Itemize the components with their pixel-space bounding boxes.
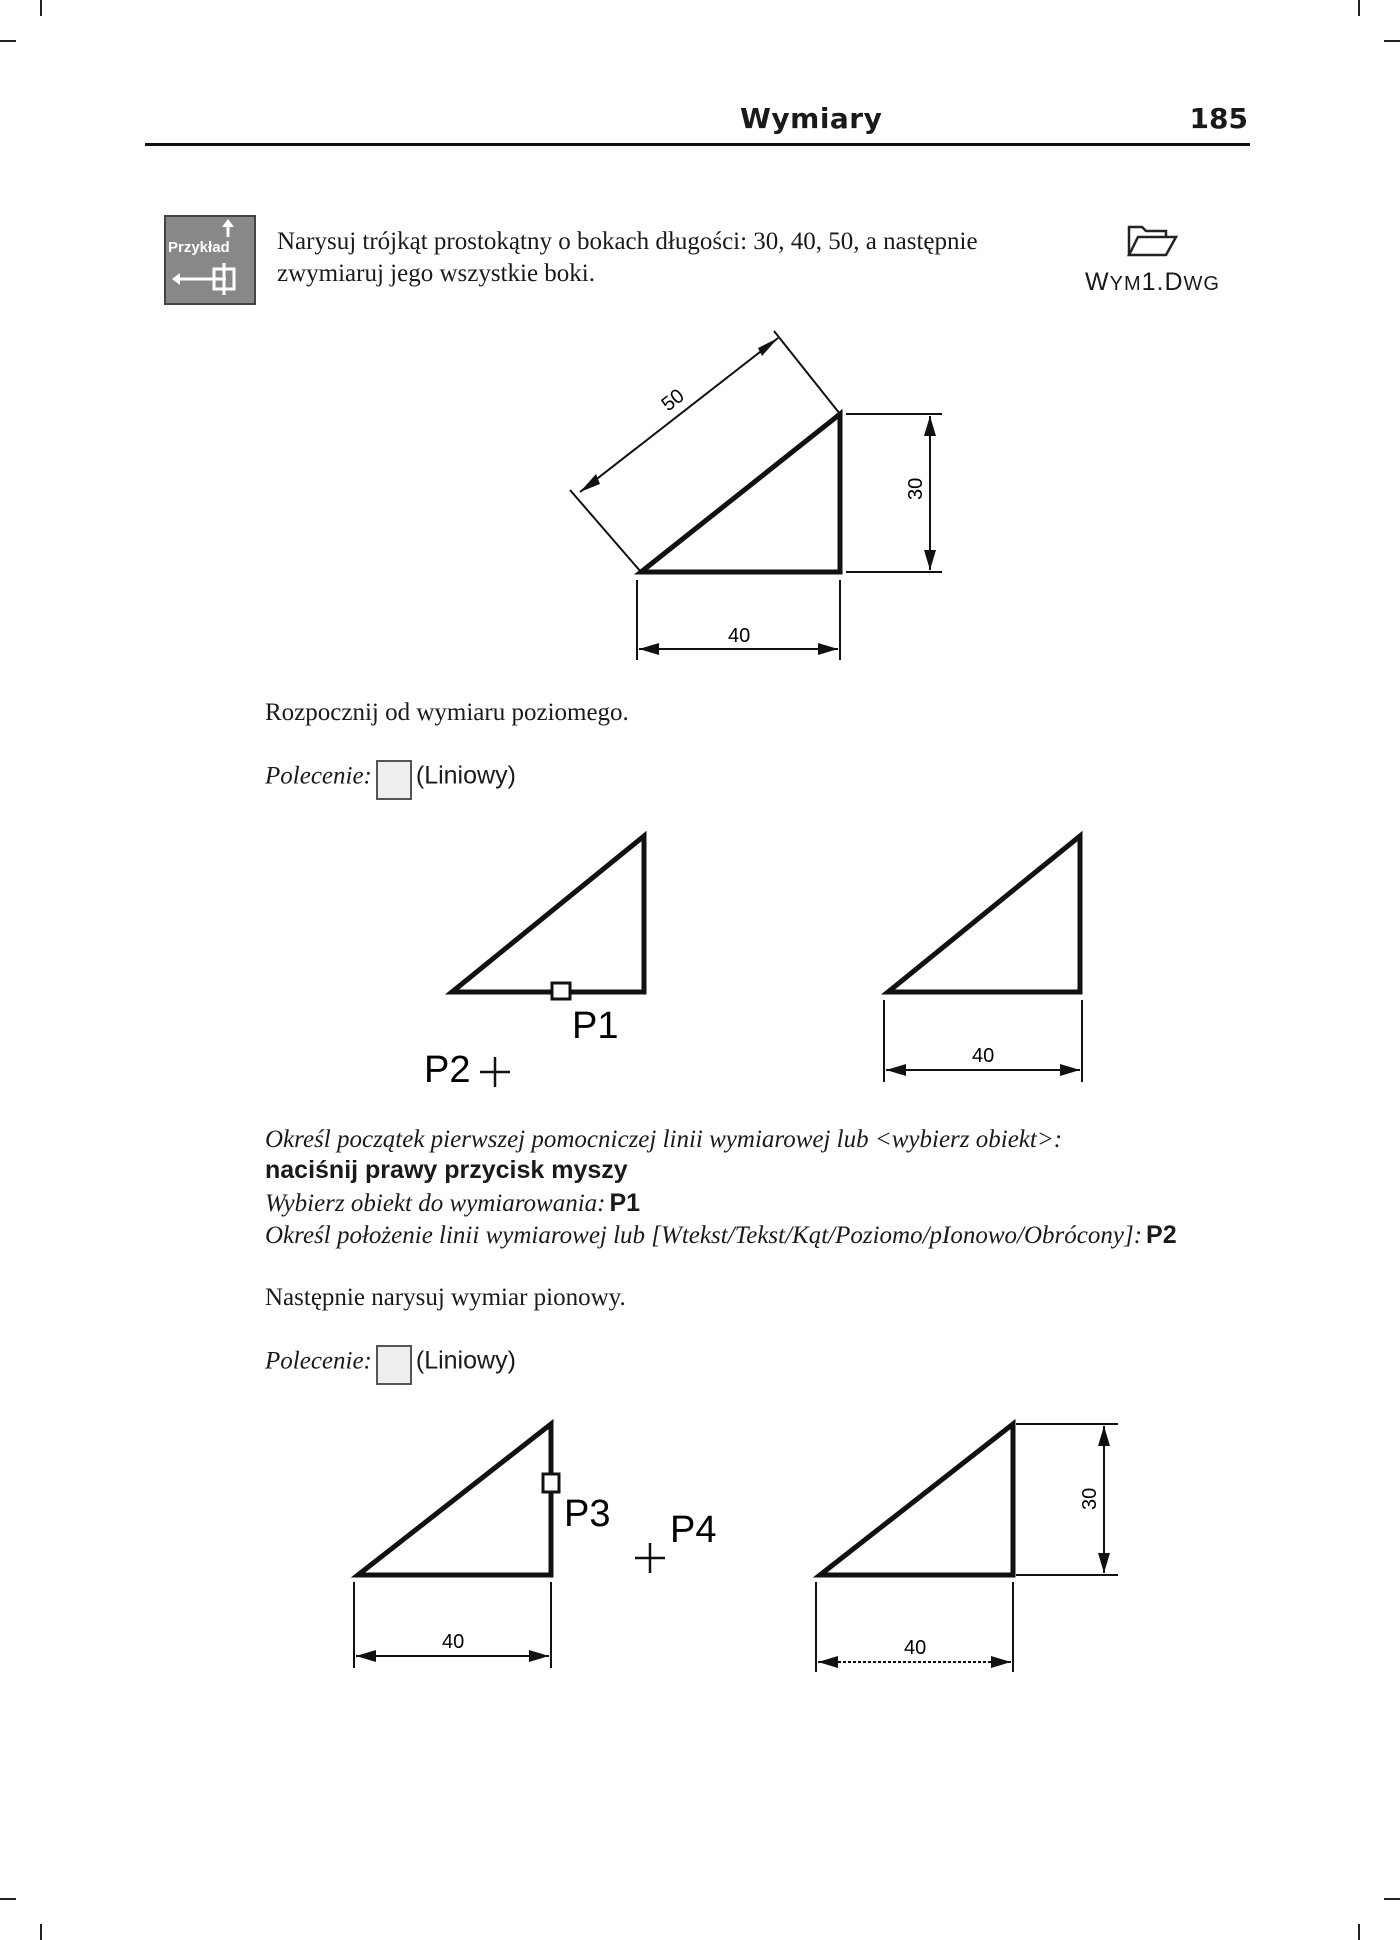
arrowhead: [1098, 1426, 1110, 1446]
folder-icon: [1126, 222, 1178, 258]
command-value: (Liniowy): [415, 761, 516, 790]
pick-box-icon: [552, 983, 570, 999]
example-text-line: zwymiaruj jego wszystkie boki.: [277, 260, 595, 287]
crop-mark: [1358, 0, 1360, 16]
dimension-label: 40: [972, 1045, 995, 1067]
triangle-shape: [820, 1424, 1013, 1575]
arrowhead: [639, 643, 659, 655]
prompt-action: naciśnij prawy przycisk myszy: [265, 1156, 628, 1184]
triangle-shape: [888, 836, 1080, 992]
point-label-p1: P1: [572, 1005, 619, 1047]
figure-vertical-dimension-steps: [340, 1410, 1140, 1680]
dimension-label-vertical: 30: [905, 477, 927, 500]
prompt-line: Wybierz obiekt do wymiarowania: P1: [265, 1189, 641, 1217]
arrowhead: [1098, 1553, 1110, 1573]
example-text-line: Narysuj trójkąt prostokątny o bokach długości: 30, 40, 50, a następnie: [277, 228, 978, 255]
point-label-p2: P2: [424, 1049, 471, 1091]
dimension-label: 40: [904, 1637, 927, 1659]
command-line: [265, 1345, 516, 1385]
crop-mark: [0, 40, 16, 42]
instruction-paragraph: Następnie narysuj wymiar pionowy.: [265, 1284, 626, 1311]
command-line: [265, 760, 516, 800]
example-badge: [164, 215, 256, 305]
running-header-title: Wymiary: [740, 102, 883, 135]
extension-line: [570, 490, 641, 572]
crop-mark: [0, 1898, 16, 1900]
dimension-label-horizontal: 40: [728, 625, 751, 647]
prompt-line: Określ początek pierwszej pomocniczej linii wymiarowej lub <wybierz obiekt>:: [265, 1126, 1063, 1153]
dimension-label: 40: [442, 1631, 465, 1653]
command-value: (Liniowy): [415, 1346, 516, 1375]
prompt-line: Określ położenie linii wymiarowej lub [Wtekst/Tekst/Kąt/Poziomo/pIonowo/Obrócony]: P2: [265, 1221, 1177, 1249]
point-label-p3: P3: [564, 1493, 611, 1535]
pick-box-icon: [543, 1474, 559, 1492]
arrowhead: [924, 416, 936, 436]
triangle-shape: [641, 414, 840, 572]
header-rule: [145, 143, 1250, 146]
triangle-shape: [452, 836, 644, 992]
dimension-label-vertical: 30: [1079, 1487, 1101, 1510]
example-filename: WYM1.DWG: [1085, 268, 1220, 296]
arrowhead: [758, 338, 778, 356]
dimension-line: [580, 338, 778, 492]
arrowhead: [924, 550, 936, 570]
arrowhead: [818, 643, 838, 655]
crop-mark: [1384, 1898, 1400, 1900]
linear-dimension-icon: [376, 1345, 412, 1385]
figure-horizontal-dimension-steps: [410, 820, 1110, 1100]
extension-line: [774, 331, 840, 414]
arrowhead: [886, 1064, 906, 1076]
arrowhead: [818, 1656, 838, 1668]
arrowhead: [356, 1650, 376, 1662]
crop-mark: [40, 1924, 42, 1940]
crop-mark: [1384, 40, 1400, 42]
dimension-label-hypotenuse: 50: [657, 384, 689, 416]
command-label: Polecenie:: [265, 1347, 372, 1375]
example-text: [277, 226, 978, 290]
crop-mark: [1358, 1924, 1360, 1940]
command-label: Polecenie:: [265, 762, 372, 790]
point-label-p4: P4: [670, 1509, 717, 1551]
figure-triangle-dimensioned: [550, 320, 970, 670]
arrowhead: [991, 1656, 1011, 1668]
example-badge-arrows-icon: [166, 217, 254, 303]
crop-mark: [40, 0, 42, 16]
instruction-paragraph: Rozpocznij od wymiaru poziomego.: [265, 699, 629, 726]
linear-dimension-icon: [376, 760, 412, 800]
arrowhead: [529, 1650, 549, 1662]
example-badge-label: Przykład: [168, 239, 230, 256]
arrowhead: [1060, 1064, 1080, 1076]
arrowhead: [580, 474, 600, 492]
triangle-shape: [358, 1424, 551, 1575]
page-number: 185: [1189, 102, 1248, 135]
